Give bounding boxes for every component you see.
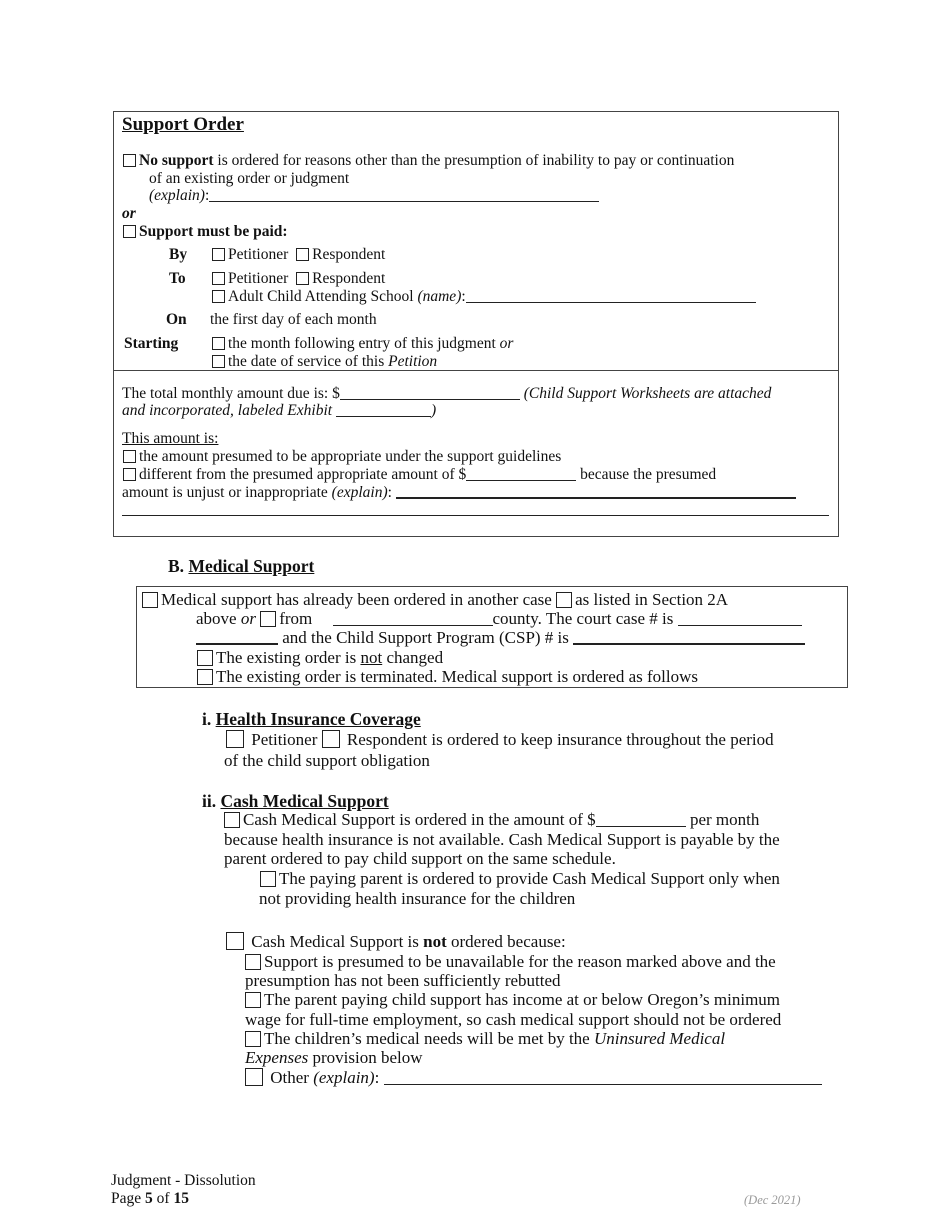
reason-3-line-1: The children’s medical needs will be met by the Uninsured Medical	[245, 1029, 725, 1049]
adult-child-line: Adult Child Attending School (name):	[212, 288, 756, 306]
cash-ordered-line-2: because health insurance is not available. Cash Medical Support is payable by the	[224, 830, 780, 849]
medical-ordered-line-2: above or from county. The court case # is	[196, 609, 802, 629]
cash-not-ordered: Cash Medical Support is not ordered because:	[226, 932, 566, 952]
reason-3-checkbox[interactable]	[245, 1031, 261, 1047]
amount-option-1: the amount presumed to be appropriate under the support guidelines	[123, 448, 561, 466]
by-respondent-checkbox[interactable]	[296, 248, 309, 261]
reason-2-line-2: wage for full-time employment, so cash medical support should not be ordered	[245, 1010, 782, 1029]
starting-label: Starting	[124, 335, 179, 352]
health-petitioner-checkbox[interactable]	[226, 730, 244, 748]
existing-not-changed: The existing order is not changed	[197, 648, 443, 668]
total-due-line-2: and incorporated, labeled Exhibit )	[122, 402, 437, 419]
cash-ordered-checkbox[interactable]	[224, 812, 240, 828]
health-insurance-heading: i. Health Insurance Coverage	[202, 709, 421, 729]
reason-2-checkbox[interactable]	[245, 992, 261, 1008]
health-insurance-line-2: of the child support obligation	[224, 751, 430, 770]
existing-not-changed-checkbox[interactable]	[197, 650, 213, 666]
must-be-paid-line: Support must be paid:	[123, 223, 288, 241]
no-support-checkbox[interactable]	[123, 154, 136, 167]
amount-explain-line-2[interactable]	[122, 515, 829, 516]
footer-revision: (Dec 2021)	[744, 1193, 801, 1207]
footer-title: Judgment - Dissolution	[111, 1172, 256, 1189]
starting-option-1: the month following entry of this judgment or	[212, 335, 513, 353]
cash-amount-field[interactable]	[596, 812, 686, 827]
medical-ordered-line-3: and the Child Support Program (CSP) # is	[196, 628, 805, 648]
existing-terminated-checkbox[interactable]	[197, 669, 213, 685]
csp-number-field[interactable]	[573, 629, 805, 645]
to-petitioner-checkbox[interactable]	[212, 272, 225, 285]
total-due-line: The total monthly amount due is: $ (Child Support Worksheets are attached	[122, 385, 772, 402]
no-support-line: No support is ordered for reasons other than the presumption of inability to pay or continuation	[123, 152, 734, 170]
cash-medical-heading: ii. Cash Medical Support	[202, 791, 389, 811]
no-support-explain-field[interactable]	[209, 187, 599, 202]
medical-already-ordered-checkbox[interactable]	[142, 592, 158, 608]
starting-option-1-checkbox[interactable]	[212, 337, 225, 350]
county-field[interactable]	[333, 611, 493, 626]
no-support-explain: (explain):	[149, 187, 599, 205]
on-value: the first day of each month	[210, 311, 377, 328]
footer-page: Page 5 of 15	[111, 1190, 189, 1207]
health-respondent-checkbox[interactable]	[322, 730, 340, 748]
reason-other-checkbox[interactable]	[245, 1068, 263, 1086]
starting-option-2: the date of service of this Petition	[212, 353, 437, 371]
health-insurance-line-1: Petitioner Respondent is ordered to keep insurance throughout the period	[226, 730, 774, 750]
amount-explain-field[interactable]	[396, 483, 796, 499]
to-label: To	[169, 270, 186, 287]
by-label: By	[169, 246, 188, 263]
amount-is-label: This amount is:	[122, 430, 219, 447]
or-label: or	[122, 205, 136, 222]
reason-3-line-2: Expenses provision below	[245, 1048, 423, 1067]
amount-option-2-checkbox[interactable]	[123, 468, 136, 481]
paying-parent-checkbox[interactable]	[260, 871, 276, 887]
to-respondent-checkbox[interactable]	[296, 272, 309, 285]
starting-option-2-checkbox[interactable]	[212, 355, 225, 368]
amount-option-1-checkbox[interactable]	[123, 450, 136, 463]
cash-ordered-line-3: parent ordered to pay child support on the same schedule.	[224, 849, 616, 868]
reason-1-line-1: Support is presumed to be unavailable for the reason marked above and the	[245, 952, 776, 972]
must-be-paid-checkbox[interactable]	[123, 225, 136, 238]
no-support-line-2: of an existing order or judgment	[149, 170, 350, 187]
reason-1-checkbox[interactable]	[245, 954, 261, 970]
paying-parent-line-2: not providing health insurance for the children	[259, 889, 576, 908]
from-county-checkbox[interactable]	[260, 611, 276, 627]
court-case-number-field[interactable]	[678, 611, 802, 626]
amount-option-2-line-2: amount is unjust or inappropriate (explain):	[122, 483, 796, 502]
medical-ordered-line-1: Medical support has already been ordered in another case as listed in Section 2A	[142, 590, 728, 610]
medical-support-heading: B. Medical Support	[168, 556, 315, 576]
cash-ordered-line-1: Cash Medical Support is ordered in the amount of $ per month	[224, 810, 759, 830]
cash-not-ordered-checkbox[interactable]	[226, 932, 244, 950]
listed-section-2a-checkbox[interactable]	[556, 592, 572, 608]
adult-child-checkbox[interactable]	[212, 290, 225, 303]
reason-other: Other (explain):	[245, 1068, 822, 1088]
to-options: Petitioner Respondent	[212, 270, 385, 288]
adult-child-name-field[interactable]	[466, 288, 756, 303]
support-order-heading: Support Order	[122, 114, 244, 135]
by-petitioner-checkbox[interactable]	[212, 248, 225, 261]
amount-option-2: different from the presumed appropriate amount of $ because the presumed	[123, 466, 716, 484]
by-options: Petitioner Respondent	[212, 246, 385, 264]
total-due-field[interactable]	[340, 385, 520, 400]
on-label: On	[166, 311, 187, 328]
existing-terminated: The existing order is terminated. Medical support is ordered as follows	[197, 667, 698, 687]
exhibit-label-field[interactable]	[336, 402, 431, 417]
different-amount-field[interactable]	[466, 466, 576, 481]
reason-1-line-2: presumption has not been sufficiently rebutted	[245, 971, 561, 990]
paying-parent-line-1: The paying parent is ordered to provide Cash Medical Support only when	[260, 869, 780, 889]
reason-2-line-1: The parent paying child support has income at or below Oregon’s minimum	[245, 990, 780, 1010]
court-case-number-field-cont[interactable]	[196, 629, 278, 645]
other-explain-field[interactable]	[384, 1070, 822, 1085]
